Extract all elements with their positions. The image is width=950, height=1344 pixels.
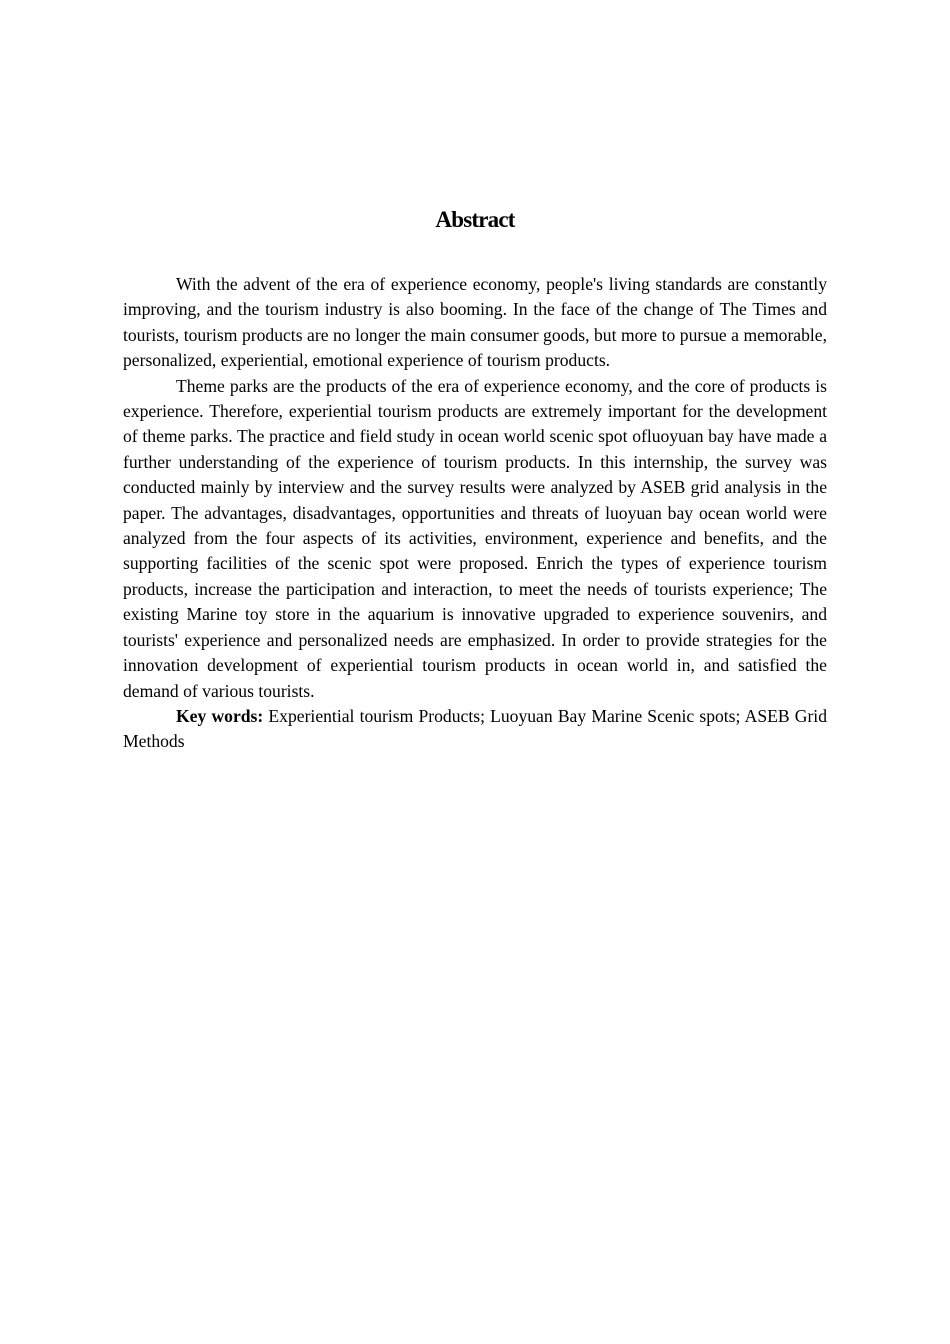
keywords-line (123, 704, 827, 755)
keywords-label: Key words: (176, 705, 264, 726)
abstract-paragraph-2: Theme parks are the products of the era of experience economy, and the core of products is experience. Therefore, experiential tourism products are extremely important for the development of theme parks. The practice and field study in ocean world scenic spot ofluoyuan bay have made a further understanding of the experience of tourism products. In this internship, the survey was conducted mainly by interview and the survey results were analyzed by ASEB grid analysis in the paper. The advantages, disadvantages, opportunities and threats of luoyuan bay ocean world were analyzed from the four aspects of its activities, environment, experience and benefits, and the supporting facilities of the scenic spot were proposed. Enrich the types of experience tourism products, increase the participation and interaction, to meet the needs of tourists experience; The existing Marine toy store in the aquarium is innovative upgraded to experience souvenirs, and tourists' experience and personalized needs are emphasized. In order to provide strategies for the innovation development of experiential tourism products in ocean world in, and satisfied the demand of various tourists. (123, 375, 827, 701)
abstract-title: Abstract (435, 207, 515, 232)
abstract-body (123, 272, 827, 755)
abstract-paragraph-1: With the advent of the era of experience economy, people's living standards are constantly improving, and the tourism industry is also booming. In the face of the change of The Times and tourists, tourism products are no longer the main consumer goods, but more to pursue a memorable, personalized, experiential, emotional experience of tourism products. (123, 274, 827, 371)
keywords-text: Experiential tourism Products; Luoyuan Bay Marine Scenic spots; ASEB Grid Methods (123, 705, 827, 752)
